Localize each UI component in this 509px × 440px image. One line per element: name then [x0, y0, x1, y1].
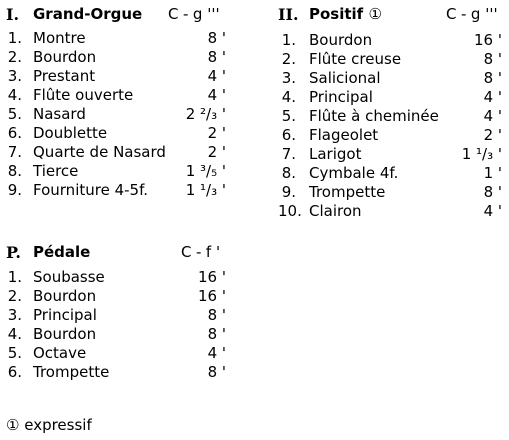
stop-pitch: 4 ' — [207, 67, 226, 85]
stop-row — [6, 344, 226, 363]
stop-name: Fourniture 4-5f. — [33, 181, 149, 199]
stop-name: Flûte creuse — [309, 50, 402, 68]
stop-pitch: 8 ' — [207, 363, 226, 381]
stop-number: 6. — [281, 126, 296, 144]
stop-pitch: 16 ' — [474, 31, 502, 49]
division-numeral: I. — [6, 5, 20, 24]
stop-number: 6. — [7, 124, 22, 142]
stop-number: 5. — [7, 344, 22, 362]
stop-row — [6, 363, 226, 382]
stop-number: 5. — [7, 105, 22, 123]
stop-pitch: 1 ¹/₃ ' — [461, 145, 502, 163]
stop-name: Tierce — [33, 162, 79, 180]
stop-name: Bourdon — [33, 48, 97, 66]
stop-row — [6, 325, 226, 344]
stop-number: 3. — [7, 67, 22, 85]
stop-name: Flûte ouverte — [33, 86, 134, 104]
stop-name: Flageolet — [309, 126, 379, 144]
stop-number: 2. — [7, 48, 22, 66]
division-numeral: II. — [278, 5, 299, 24]
stop-number: 9. — [7, 181, 22, 199]
stop-pitch: 8 ' — [207, 29, 226, 47]
stop-name: Octave — [33, 344, 87, 362]
stop-pitch: 2 ' — [207, 124, 226, 142]
stop-pitch: 8 ' — [207, 48, 226, 66]
stop-row — [6, 268, 226, 287]
stop-number: 8. — [281, 164, 296, 182]
stop-row — [278, 164, 502, 183]
division-pedale — [6, 243, 226, 383]
division-positif — [278, 5, 502, 225]
stop-number: 1. — [281, 31, 296, 49]
stop-number: 6. — [7, 363, 22, 381]
stop-number: 2. — [281, 50, 296, 68]
stop-name: Salicional — [309, 69, 381, 87]
expressif-marker-icon: ① — [6, 416, 20, 434]
division-name: Pédale — [33, 243, 91, 261]
stop-pitch: 8 ' — [483, 69, 502, 87]
stop-number: 7. — [7, 143, 22, 161]
stop-name: Soubasse — [33, 268, 105, 286]
stop-row — [278, 126, 502, 145]
division-range: C - g ''' — [168, 5, 220, 23]
division-grand-orgue — [6, 5, 226, 199]
stop-name: Cymbale 4f. — [309, 164, 399, 182]
stop-name: Principal — [33, 306, 97, 324]
stop-row — [6, 124, 226, 143]
stop-name: Bourdon — [309, 31, 373, 49]
stop-row — [278, 107, 502, 126]
stop-row — [6, 143, 226, 162]
division-name: Grand-Orgue — [33, 5, 143, 23]
stop-name: Flûte à cheminée — [309, 107, 439, 125]
stop-number: 2. — [7, 287, 22, 305]
stop-name: Bourdon — [33, 325, 97, 343]
stop-row — [278, 88, 502, 107]
stop-pitch: 4 ' — [483, 107, 502, 125]
stop-name: Trompette — [309, 183, 386, 201]
stop-row — [278, 202, 502, 221]
stop-row — [278, 145, 502, 164]
stop-row — [278, 31, 502, 50]
stop-number: 4. — [7, 325, 22, 343]
stop-pitch: 2 ²/₃ ' — [185, 105, 226, 123]
footnote-text: expressif — [24, 416, 92, 434]
stop-row — [6, 287, 226, 306]
stop-name: Principal — [309, 88, 373, 106]
stop-pitch: 8 ' — [207, 325, 226, 343]
footnote — [6, 416, 92, 435]
stop-number: 3. — [281, 69, 296, 87]
stop-pitch: 4 ' — [483, 88, 502, 106]
stop-pitch: 16 ' — [198, 287, 226, 305]
division-header — [6, 243, 226, 262]
stop-pitch: 4 ' — [207, 86, 226, 104]
division-range: C - g ''' — [446, 5, 498, 23]
stop-pitch: 8 ' — [207, 306, 226, 324]
division-header — [278, 5, 502, 24]
stop-number: 1. — [7, 268, 22, 286]
stop-name: Clairon — [309, 202, 362, 220]
stop-pitch: 4 ' — [483, 202, 502, 220]
stop-name: Trompette — [33, 363, 110, 381]
stop-row — [6, 105, 226, 124]
stop-name: Quarte de Nasard — [33, 143, 166, 161]
stop-number: 1. — [7, 29, 22, 47]
stop-pitch: 4 ' — [207, 344, 226, 362]
stop-row — [6, 306, 226, 325]
division-range: C - f ' — [181, 243, 221, 261]
stop-name: Larigot — [309, 145, 362, 163]
stop-row — [278, 50, 502, 69]
stop-row — [6, 48, 226, 67]
stop-number: 4. — [7, 86, 22, 104]
stop-pitch: 8 ' — [483, 183, 502, 201]
stop-pitch: 2 ' — [207, 143, 226, 161]
expressif-marker-icon: ① — [368, 5, 382, 23]
stop-number: 5. — [281, 107, 296, 125]
stop-number: 7. — [281, 145, 296, 163]
stop-number: 9. — [281, 183, 296, 201]
stop-pitch: 1 ³/₅ ' — [185, 162, 226, 180]
stop-name: Montre — [33, 29, 86, 47]
stop-number: 3. — [7, 306, 22, 324]
division-name: Positif ① — [309, 5, 382, 23]
stop-name: Nasard — [33, 105, 86, 123]
stop-row — [6, 29, 226, 48]
stop-row — [6, 86, 226, 105]
division-numeral: P. — [6, 243, 21, 262]
stop-pitch: 1 ' — [483, 164, 502, 182]
stop-pitch: 8 ' — [483, 50, 502, 68]
stop-row — [6, 162, 226, 181]
stop-pitch: 2 ' — [483, 126, 502, 144]
stop-row — [6, 181, 226, 200]
stop-pitch: 16 ' — [198, 268, 226, 286]
stop-number: 4. — [281, 88, 296, 106]
stop-row — [278, 69, 502, 88]
stop-pitch: 1 ¹/₃ ' — [185, 181, 226, 199]
stop-row — [278, 183, 502, 202]
stop-row — [6, 67, 226, 86]
division-header — [6, 5, 226, 24]
stop-name: Doublette — [33, 124, 108, 142]
stop-number: 8. — [7, 162, 22, 180]
stop-number: 10. — [278, 202, 302, 220]
stop-name: Bourdon — [33, 287, 97, 305]
stop-name: Prestant — [33, 67, 96, 85]
